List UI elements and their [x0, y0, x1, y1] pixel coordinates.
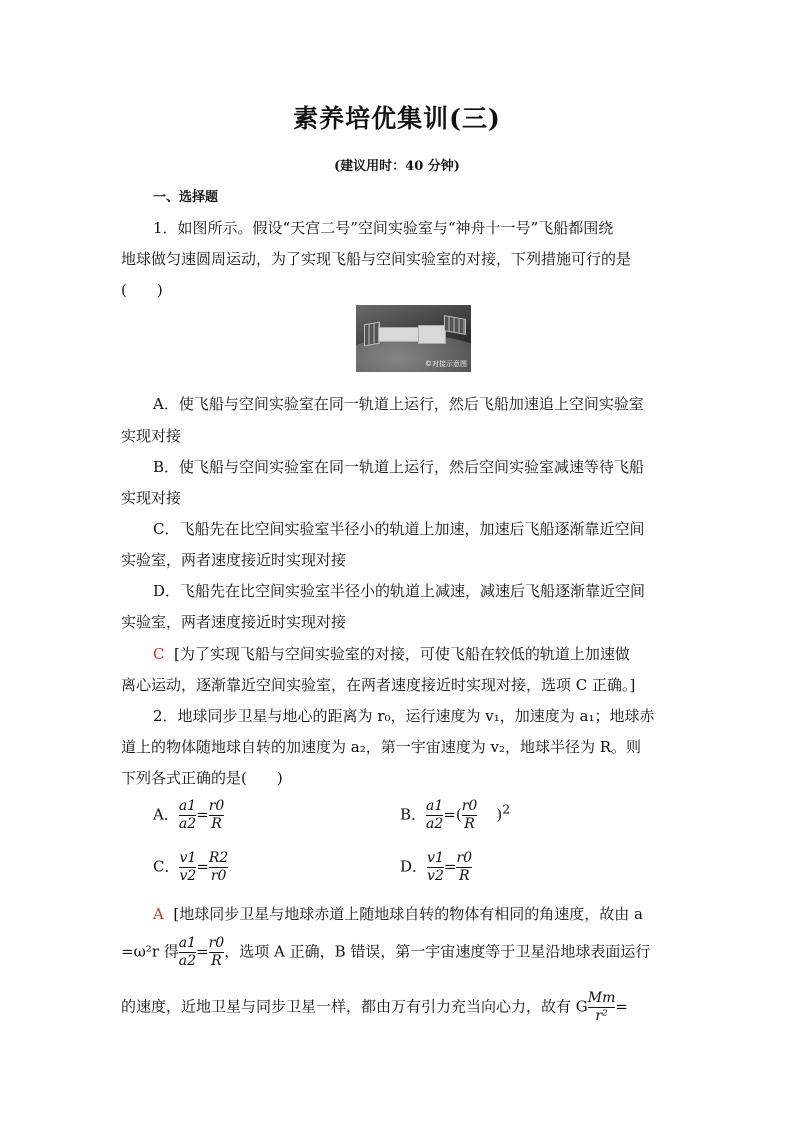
option-label: C．	[153, 857, 180, 876]
q2-option-a	[153, 798, 224, 833]
fraction: $\frac{a1}{a2}$	[178, 798, 197, 832]
q2-explanation-1: [地球同步卫星与地球赤道上随地球自转的物体有相同的角速度，故由 a	[173, 905, 643, 923]
page-title: 素养培优集训(三)	[293, 104, 501, 133]
equals: =	[615, 997, 628, 1016]
q1-option-b-line-2: 实现对接	[121, 489, 182, 507]
equals-paren: =(	[443, 805, 462, 824]
q1-option-a-line-1: A．使飞船与空间实验室在同一轨道上运行，然后飞船加速追上空间实验室	[153, 395, 644, 413]
q1-explanation-1: [为了实现飞船与空间实验室的对接，可使飞船在较低的轨道上加速做	[174, 645, 630, 663]
fraction: $\frac{v1}{v2}$	[427, 850, 444, 884]
q2-option-b	[400, 798, 510, 833]
q1-answer-letter: C	[153, 645, 165, 663]
q1-option-b-line-1: B．使飞船与空间实验室在同一轨道上运行，然后空间实验室减速等待飞船	[153, 458, 645, 476]
q1-stem-line-2: 地球做匀速圆周运动，为了实现飞船与空间实验室的对接，下列措施可行的是	[121, 250, 632, 268]
q2-option-d	[400, 850, 472, 885]
fraction: $\frac{Mm}{\text{r²}}$	[587, 990, 616, 1024]
q1-stem-line-1: 1．如图所示。假设“天宫二号”空间实验室与“神舟十一号”飞船都围绕	[153, 219, 614, 237]
q1-option-a-line-2: 实现对接	[121, 427, 182, 445]
q2-answer-line-2	[121, 935, 650, 970]
close-paren: )	[496, 805, 503, 824]
q2-explanation-3-pre: 的速度，近地卫星与同步卫星一样，都由万有引力充当向心力，故有 G	[121, 997, 588, 1016]
equals: =	[196, 942, 209, 961]
option-label: D．	[400, 857, 428, 876]
equals: =	[443, 857, 457, 876]
spacecraft-module	[378, 327, 420, 342]
image-caption: ©对接示意图	[425, 360, 467, 368]
q1-stem-line-3: ( )	[121, 281, 163, 299]
fraction: $\frac{r0}{R}$	[461, 798, 478, 832]
q2-stem-line-1: 2．地球同步卫星与地心的距离为 r₀，运行速度为 v₁，加速度为 a₁；地球赤	[153, 707, 655, 725]
q2-explanation-2-post: ，选项 A 正确，B 错误，第一宇宙速度等于卫星沿地球表面运行	[224, 942, 651, 961]
q1-option-d-line-2: 实验室，两者速度接近时实现对接	[121, 613, 347, 631]
q2-answer-line-3	[121, 990, 628, 1025]
q2-answer-letter: A	[153, 905, 164, 923]
solar-panel-right	[444, 315, 466, 335]
q1-option-d-line-1: D．飞船先在比空间实验室半径小的轨道上减速，减速后飞船逐渐靠近空间	[153, 582, 646, 600]
exponent: 2	[502, 801, 511, 817]
fraction: $\frac{r0}{R}$	[456, 850, 473, 884]
fraction: $\frac{r0}{R}$	[208, 798, 225, 832]
q2-stem-line-3: 下列各式正确的是( )	[121, 769, 283, 787]
station-module	[418, 325, 446, 344]
fraction: $\frac{R2}{r0}$	[208, 850, 229, 884]
fraction: $\frac{v1}{v2}$	[179, 850, 197, 884]
q2-stem-line-2: 道上的物体随地球自转的加速度为 a₂，第一宇宙速度为 v₂，地球半径为 R。则	[121, 738, 642, 756]
q1-option-c-line-1: C．飞船先在比空间实验室半径小的轨道上加速，加速后飞船逐渐靠近空间	[153, 520, 645, 538]
fraction: $\frac{a1}{a2}$	[178, 935, 197, 969]
equals: =	[196, 805, 209, 824]
q1-answer-line-2: 离心运动，逐渐靠近空间实验室，在两者速度接近时实现对接，选项 C 正确。]	[121, 676, 636, 694]
q1-option-c-line-2: 实验室，两者速度接近时实现对接	[121, 551, 347, 569]
page-subtitle: (建议用时：40 分钟)	[334, 159, 460, 174]
q1-answer-line-1	[153, 643, 630, 664]
equals: =	[196, 857, 209, 876]
space-station-docking-image	[356, 305, 471, 372]
q2-option-c	[153, 850, 228, 885]
option-label: A．	[153, 805, 179, 824]
fraction: $\frac{r0}{R}$	[208, 935, 225, 969]
q2-answer-line-1	[153, 903, 643, 924]
section-heading: 一、选择题	[153, 190, 219, 205]
q2-explanation-2-pre: =ω²r 得	[121, 942, 179, 961]
fraction: $\frac{a1}{a2}$	[426, 798, 444, 832]
option-label: B．	[400, 805, 427, 824]
